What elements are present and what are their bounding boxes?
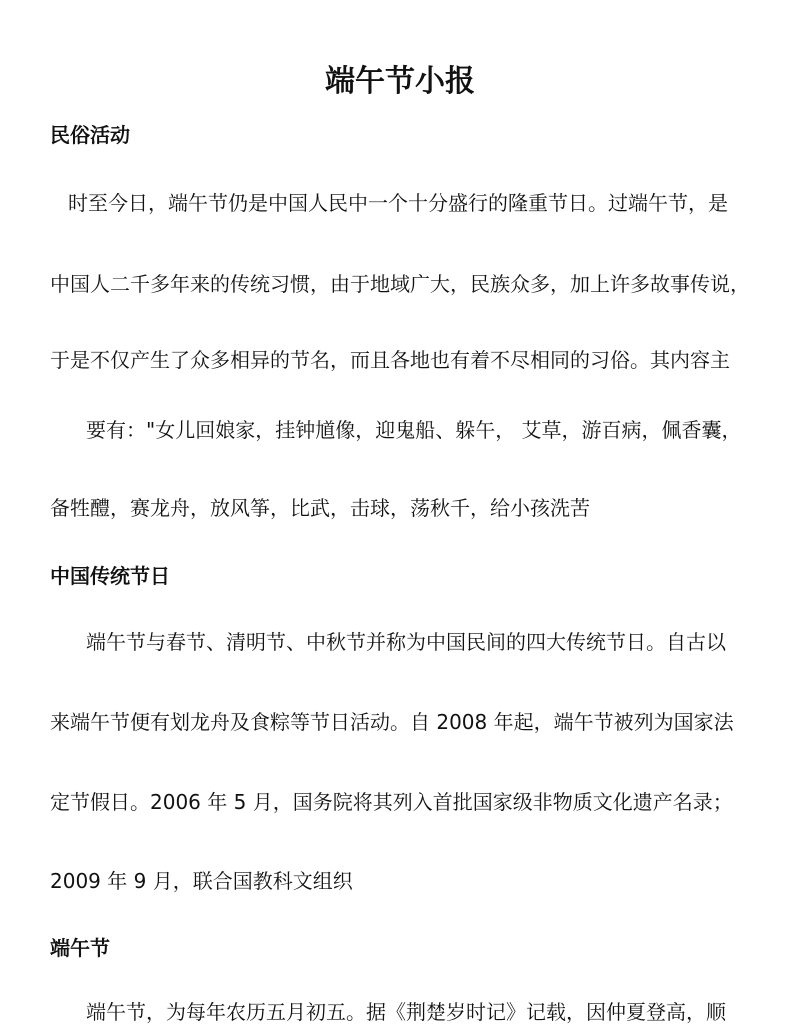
paragraph-line: 中国人二千多年来的传统习惯，由于地域广大，民族众多，加上许多故事传说， xyxy=(50,272,750,296)
document-title: 端午节小报 xyxy=(325,64,475,99)
section-heading-dragon-boat: 端午节 xyxy=(50,936,110,960)
paragraph-line: 端午节与春节、清明节、中秋节并称为中国民间的四大传统节日。自古以 xyxy=(86,630,726,654)
paragraph-line: 定节假日。2006 年 5 月，国务院将其列入首批国家级非物质文化遗产名录； xyxy=(50,790,733,814)
paragraph-line: 于是不仅产生了众多相异的节名，而且各地也有着不尽相同的习俗。其内容主 xyxy=(50,348,730,372)
section-heading-traditional-festival: 中国传统节日 xyxy=(50,564,170,588)
section-heading-folk-activities: 民俗活动 xyxy=(50,123,130,147)
paragraph-line: 要有："女儿回娘家，挂钟馗像，迎鬼船、躲午， 艾草，游百病，佩香囊， xyxy=(86,418,742,442)
paragraph-line: 端午节，为每年农历五月初五。据《荆楚岁时记》记载，因仲夏登高，顺 xyxy=(86,1000,726,1024)
paragraph-line: 2009 年 9 月，联合国教科文组织 xyxy=(50,869,353,893)
paragraph-line: 备牲醴，赛龙舟，放风筝，比武，击球，荡秋千，给小孩洗苦 xyxy=(50,496,590,520)
paragraph-line: 来端午节便有划龙舟及食粽等节日活动。自 2008 年起，端午节被列为国家法 xyxy=(50,710,734,734)
paragraph-line: 时至今日，端午节仍是中国人民中一个十分盛行的隆重节日。过端午节，是 xyxy=(68,191,728,215)
